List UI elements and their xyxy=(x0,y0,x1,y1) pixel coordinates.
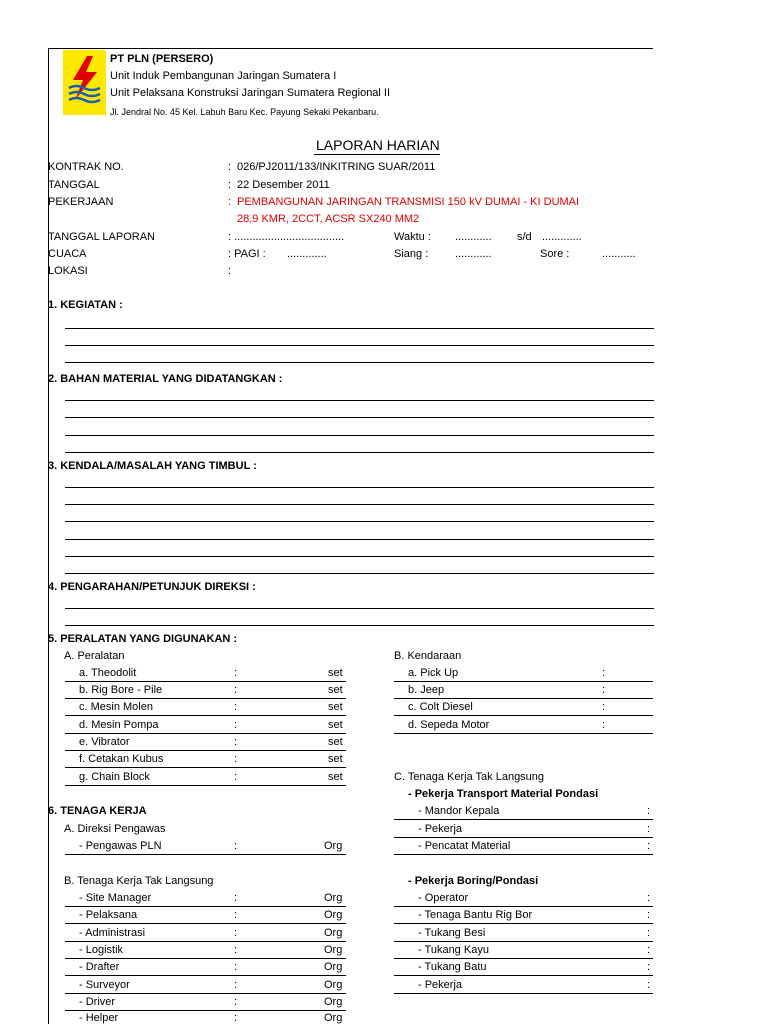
item-name: - Pencatat Material xyxy=(418,840,511,852)
item-name: a. Theodolit xyxy=(79,667,137,679)
item-name: - Pekerja xyxy=(418,823,463,835)
item-colon: : xyxy=(647,961,651,973)
item-unit: Org xyxy=(324,892,343,904)
row-line xyxy=(394,837,653,838)
item-name: d. Sepeda Motor xyxy=(408,719,490,731)
item-name: - Mandor Kepala xyxy=(418,805,500,817)
item-name: - Tukang Besi xyxy=(418,927,486,939)
section-pengarahan: 4. PENGARAHAN/PETUNJUK DIREKSI : xyxy=(48,581,256,593)
left-border xyxy=(48,48,49,1024)
item-name: e. Vibrator xyxy=(79,736,130,748)
writing-line xyxy=(65,487,654,488)
pagi-label: : PAGI : xyxy=(228,248,266,260)
kontrak-label: KONTRAK NO. xyxy=(48,161,124,173)
lokasi-value: : xyxy=(228,265,232,277)
item-unit: Org xyxy=(324,927,343,939)
writing-line xyxy=(65,362,654,363)
item-colon: : xyxy=(234,909,238,921)
item-name: - Drafter xyxy=(79,961,120,973)
item-colon: : xyxy=(602,667,606,679)
item-colon: : xyxy=(647,944,651,956)
item-colon: : xyxy=(234,684,238,696)
company-name: PT PLN (PERSERO) xyxy=(110,53,214,65)
row-line xyxy=(394,906,653,907)
item-name: a. Pick Up xyxy=(408,667,459,679)
item-colon: : xyxy=(647,840,651,852)
tanggal-colon: : xyxy=(228,179,232,191)
item-colon: : xyxy=(234,927,238,939)
item-name: - Tukang Kayu xyxy=(418,944,489,956)
pagi-value: ............. xyxy=(287,248,327,260)
tktl-right-title: C. Tenaga Kerja Tak Langsung xyxy=(394,771,545,783)
row-line xyxy=(65,923,346,924)
direksi-title: A. Direksi Pengawas xyxy=(64,823,166,835)
row-line xyxy=(394,854,653,855)
row-line xyxy=(65,785,346,786)
siang-value: ............ xyxy=(455,248,492,260)
item-colon: : xyxy=(234,736,238,748)
kendaraan-title: B. Kendaraan xyxy=(394,650,462,662)
writing-line xyxy=(65,345,654,346)
page-title: LAPORAN HARIAN xyxy=(316,137,440,153)
item-name: f. Cetakan Kubus xyxy=(79,753,164,765)
writing-line xyxy=(65,504,654,505)
kontrak-colon: : xyxy=(228,161,232,173)
item-colon: : xyxy=(647,805,651,817)
tktl-left-title: B. Tenaga Kerja Tak Langsung xyxy=(64,875,214,887)
row-line xyxy=(394,958,653,959)
row-line xyxy=(394,715,653,716)
cuaca-label: CUACA xyxy=(48,248,87,260)
item-unit: Org xyxy=(324,996,343,1008)
item-colon: : xyxy=(234,944,238,956)
item-colon: : xyxy=(234,840,238,852)
writing-line xyxy=(65,556,654,557)
item-colon: : xyxy=(234,996,238,1008)
item-name: - Surveyor xyxy=(79,979,130,991)
writing-line xyxy=(65,328,654,329)
tanggal-laporan-label: TANGGAL LAPORAN xyxy=(48,231,155,243)
item-name: - Logistik xyxy=(79,944,124,956)
row-line xyxy=(65,715,346,716)
transport-title: - Pekerja Transport Material Pondasi xyxy=(408,788,599,800)
item-colon: : xyxy=(234,771,238,783)
row-line xyxy=(394,681,653,682)
item-unit: set xyxy=(328,753,343,765)
waktu-label: Waktu : xyxy=(394,231,431,243)
address: Jl. Jendral No. 45 Kel. Labuh Baru Kec. Payung Sekaki Pekanbaru. xyxy=(110,107,379,117)
pekerjaan-value-1: PEMBANGUNAN JARINGAN TRANSMISI 150 kV DUMAI - KI DUMAI xyxy=(237,196,580,208)
boring-title: - Pekerja Boring/Pondasi xyxy=(408,875,539,887)
tanggal-label: TANGGAL xyxy=(48,179,100,191)
row-line xyxy=(65,767,346,768)
item-unit: set xyxy=(328,719,343,731)
writing-line xyxy=(65,625,654,626)
row-line xyxy=(65,698,346,699)
sore-label: Sore : xyxy=(540,248,570,260)
tanggal-value: 22 Desember 2011 xyxy=(237,179,330,191)
item-colon: : xyxy=(234,753,238,765)
item-unit: set xyxy=(328,701,343,713)
row-line xyxy=(65,854,346,855)
siang-label: Siang : xyxy=(394,248,429,260)
section-kegiatan: 1. KEGIATAN : xyxy=(48,299,123,311)
pekerjaan-value-2: 28,9 KMR, 2CCT, ACSR SX240 MM2 xyxy=(237,213,420,225)
writing-line xyxy=(65,435,654,436)
item-colon: : xyxy=(234,719,238,731)
item-unit: Org xyxy=(324,961,343,973)
row-line xyxy=(65,906,346,907)
item-name: c. Colt Diesel xyxy=(408,701,473,713)
row-line xyxy=(394,733,653,734)
item-unit: Org xyxy=(324,944,343,956)
row-line xyxy=(65,750,346,751)
unit-line-2: Unit Pelaksana Konstruksi Jaringan Sumatera Regional II xyxy=(110,87,391,99)
item-unit: Org xyxy=(324,840,343,852)
writing-line xyxy=(65,608,654,609)
writing-line xyxy=(65,573,654,574)
row-line xyxy=(65,975,346,976)
writing-line xyxy=(65,452,654,453)
item-name: - Operator xyxy=(418,892,469,904)
item-name: d. Mesin Pompa xyxy=(79,719,159,731)
item-colon: : xyxy=(234,1012,238,1024)
section-tenaga: 6. TENAGA KERJA xyxy=(48,805,147,817)
item-name: - Administrasi xyxy=(79,927,146,939)
sd-value: ............. xyxy=(542,231,582,243)
sore-value: ........... xyxy=(602,248,636,260)
title-underline xyxy=(314,154,440,155)
item-name: - Pengawas PLN xyxy=(79,840,162,852)
item-name: - Tukang Batu xyxy=(418,961,487,973)
item-name: - Tenaga Bantu Rig Bor xyxy=(418,909,533,921)
item-colon: : xyxy=(234,667,238,679)
item-colon: : xyxy=(234,701,238,713)
item-name: - Pelaksana xyxy=(79,909,138,921)
item-colon: : xyxy=(602,684,606,696)
item-colon: : xyxy=(602,719,606,731)
row-line xyxy=(394,993,653,994)
top-border xyxy=(48,48,653,49)
row-line xyxy=(65,958,346,959)
item-name: c. Mesin Molen xyxy=(79,701,153,713)
item-name: g. Chain Block xyxy=(79,771,150,783)
item-colon: : xyxy=(647,892,651,904)
peralatan-title: A. Peralatan xyxy=(64,650,125,662)
item-colon: : xyxy=(647,979,651,991)
item-name: - Site Manager xyxy=(79,892,152,904)
row-line xyxy=(65,1010,346,1011)
item-colon: : xyxy=(602,701,606,713)
item-unit: set xyxy=(328,771,343,783)
item-unit: set xyxy=(328,684,343,696)
section-bahan: 2. BAHAN MATERIAL YANG DIDATANGKAN : xyxy=(48,373,283,385)
item-colon: : xyxy=(647,927,651,939)
writing-line xyxy=(65,400,654,401)
pekerjaan-colon: : xyxy=(228,196,232,208)
item-colon: : xyxy=(647,909,651,921)
item-unit: set xyxy=(328,736,343,748)
section-kendala: 3. KENDALA/MASALAH YANG TIMBUL : xyxy=(48,460,257,472)
item-name: b. Jeep xyxy=(408,684,445,696)
unit-line-1: Unit Induk Pembangunan Jaringan Sumatera I xyxy=(110,70,337,82)
row-line xyxy=(65,733,346,734)
row-line xyxy=(65,993,346,994)
item-colon: : xyxy=(647,823,651,835)
item-name: - Driver xyxy=(79,996,116,1008)
pekerjaan-label: PEKERJAAN xyxy=(48,196,114,208)
pln-logo xyxy=(63,50,106,115)
row-line xyxy=(65,681,346,682)
item-unit: Org xyxy=(324,979,343,991)
waktu-value: ............ xyxy=(455,231,492,243)
kontrak-value: 026/PJ2011/133/INKITRING SUAR/2011 xyxy=(237,161,436,173)
item-unit: Org xyxy=(324,909,343,921)
item-name: - Pekerja xyxy=(418,979,463,991)
row-line xyxy=(394,698,653,699)
item-colon: : xyxy=(234,961,238,973)
writing-line xyxy=(65,417,654,418)
row-line xyxy=(394,819,653,820)
item-name: - Helper xyxy=(79,1012,119,1024)
section-peralatan: 5. PERALATAN YANG DIGUNAKAN : xyxy=(48,633,238,645)
writing-line xyxy=(65,521,654,522)
row-line xyxy=(65,941,346,942)
row-line xyxy=(394,941,653,942)
row-line xyxy=(394,923,653,924)
item-unit: set xyxy=(328,667,343,679)
item-colon: : xyxy=(234,892,238,904)
item-colon: : xyxy=(234,979,238,991)
row-line xyxy=(394,975,653,976)
item-name: b. Rig Bore - Pile xyxy=(79,684,163,696)
tanggal-laporan-value: : .................................... xyxy=(228,231,345,243)
item-unit: Org xyxy=(324,1012,343,1024)
lokasi-label: LOKASI xyxy=(48,265,88,277)
sd-label: s/d xyxy=(517,231,532,243)
writing-line xyxy=(65,539,654,540)
